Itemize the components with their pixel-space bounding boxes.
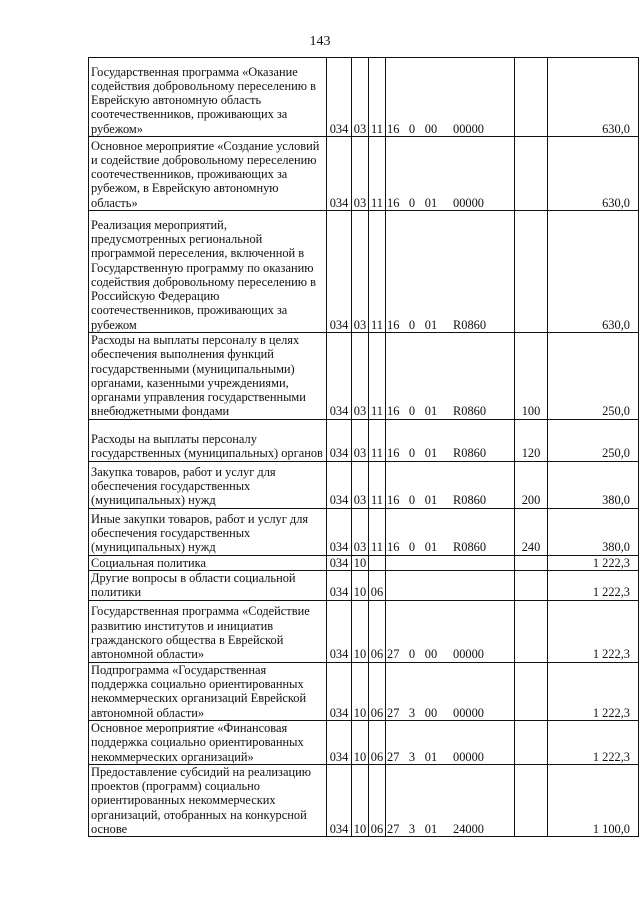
- row-name-cell: Государственная программа «Оказание содействия добровольному переселению в Еврейскую автономную область соотечественников, проживающих за рубежом»: [89, 58, 327, 137]
- section-code-cell: 03: [352, 58, 369, 137]
- table-row: [89, 764, 639, 836]
- amount-cell: 380,0: [548, 461, 639, 508]
- expense-type-cell: [515, 211, 548, 333]
- table-row: [89, 333, 639, 420]
- row-name-cell: Иные закупки товаров, работ и услуг для обеспечения государственных (муниципальных) нужд: [89, 508, 327, 555]
- csr-subprogram: 0: [408, 317, 416, 332]
- row-name-cell: Основное мероприятие «Финансовая поддержка социально ориентированных некоммерческих организаций»: [89, 720, 327, 764]
- table-row: [89, 555, 639, 570]
- csr-direction: R0860: [453, 404, 487, 419]
- amount-cell: 1 100,0: [548, 764, 639, 836]
- csr-direction: R0860: [453, 540, 487, 555]
- csr-direction: 00000: [453, 749, 484, 764]
- section-code-cell: 03: [352, 461, 369, 508]
- ved-code-cell: 034: [327, 662, 352, 720]
- csr-program: 16: [387, 493, 400, 508]
- target-article-cell: [386, 508, 515, 555]
- expense-type-cell: 240: [515, 508, 548, 555]
- csr-program: 27: [387, 749, 400, 764]
- ved-code-cell: 034: [327, 764, 352, 836]
- csr-direction: R0860: [453, 493, 487, 508]
- ved-code-cell: 034: [327, 720, 352, 764]
- csr-subprogram: 0: [408, 540, 416, 555]
- row-name-cell: Основное мероприятие «Создание условий и содействие добровольному переселению соотечественников, проживающих за рубежом, в Еврейскую автономную область»: [89, 137, 327, 211]
- expense-type-cell: [515, 555, 548, 570]
- row-name-cell: Закупка товаров, работ и услуг для обеспечения государственных (муниципальных) нужд: [89, 461, 327, 508]
- csr-subprogram: 3: [408, 705, 416, 720]
- subsection-code-cell: 11: [369, 508, 386, 555]
- subsection-code-cell: [369, 555, 386, 570]
- row-name-cell: Реализация мероприятий, предусмотренных региональной программой переселения, включенной в Государственную программу по оказанию содействия добровольному переселению в Российскую Федерацию соотечественников, проживающих за рубежом: [89, 211, 327, 333]
- subsection-code-cell: 06: [369, 600, 386, 662]
- csr-main-event: 01: [424, 446, 438, 461]
- amount-cell: 250,0: [548, 333, 639, 420]
- amount-cell: 380,0: [548, 508, 639, 555]
- csr-main-event: 01: [424, 493, 438, 508]
- table-row: [89, 58, 639, 137]
- row-name-cell: Подпрограмма «Государственная поддержка социально ориентированных некоммерческих организаций Еврейской автономной области»: [89, 662, 327, 720]
- csr-subprogram: 0: [408, 195, 416, 210]
- ved-code-cell: 034: [327, 419, 352, 461]
- page-number: 143: [309, 34, 331, 49]
- csr-direction: 00000: [453, 121, 484, 136]
- csr-program: 16: [387, 404, 400, 419]
- csr-subprogram: 0: [408, 446, 416, 461]
- table-row: [89, 720, 639, 764]
- csr-main-event: 01: [424, 749, 438, 764]
- ved-code-cell: 034: [327, 571, 352, 601]
- expense-type-cell: [515, 58, 548, 137]
- ved-code-cell: 034: [327, 58, 352, 137]
- expense-type-cell: 120: [515, 419, 548, 461]
- amount-cell: 630,0: [548, 211, 639, 333]
- csr-program: 16: [387, 195, 400, 210]
- ved-code-cell: 034: [327, 600, 352, 662]
- subsection-code-cell: 06: [369, 662, 386, 720]
- csr-main-event: 01: [424, 822, 438, 837]
- csr-program: 27: [387, 705, 400, 720]
- table-row: [89, 662, 639, 720]
- amount-cell: 1 222,3: [548, 662, 639, 720]
- section-code-cell: 10: [352, 555, 369, 570]
- expense-type-cell: [515, 137, 548, 211]
- section-code-cell: 10: [352, 720, 369, 764]
- csr-main-event: 01: [424, 540, 438, 555]
- table-row: [89, 137, 639, 211]
- csr-direction: 00000: [453, 647, 484, 662]
- target-article-cell: [386, 571, 515, 601]
- section-code-cell: 03: [352, 211, 369, 333]
- subsection-code-cell: 11: [369, 137, 386, 211]
- subsection-code-cell: 06: [369, 571, 386, 601]
- expense-type-cell: [515, 662, 548, 720]
- csr-subprogram: 3: [408, 822, 416, 837]
- csr-main-event: 00: [424, 705, 438, 720]
- target-article-cell: [386, 720, 515, 764]
- row-name-cell: Другие вопросы в области социальной политики: [89, 571, 327, 601]
- amount-cell: 1 222,3: [548, 600, 639, 662]
- ved-code-cell: 034: [327, 333, 352, 420]
- target-article-cell: [386, 662, 515, 720]
- section-code-cell: 10: [352, 764, 369, 836]
- ved-code-cell: 034: [327, 211, 352, 333]
- amount-cell: 1 222,3: [548, 555, 639, 570]
- csr-direction: 00000: [453, 195, 484, 210]
- csr-direction: R0860: [453, 446, 487, 461]
- table-row: [89, 211, 639, 333]
- csr-subprogram: 0: [408, 404, 416, 419]
- csr-subprogram: 3: [408, 749, 416, 764]
- csr-direction: R0860: [453, 317, 487, 332]
- table-row: [89, 508, 639, 555]
- subsection-code-cell: 11: [369, 58, 386, 137]
- amount-cell: 630,0: [548, 137, 639, 211]
- csr-main-event: 00: [424, 647, 438, 662]
- amount-cell: 1 222,3: [548, 720, 639, 764]
- table-row: [89, 419, 639, 461]
- amount-cell: 1 222,3: [548, 571, 639, 601]
- target-article-cell: [386, 555, 515, 570]
- target-article-cell: [386, 600, 515, 662]
- csr-subprogram: 0: [408, 493, 416, 508]
- expense-type-cell: 200: [515, 461, 548, 508]
- expense-type-cell: [515, 720, 548, 764]
- csr-subprogram: 0: [408, 121, 416, 136]
- target-article-cell: [386, 333, 515, 420]
- csr-program: 27: [387, 647, 400, 662]
- ved-code-cell: 034: [327, 555, 352, 570]
- target-article-cell: [386, 419, 515, 461]
- section-code-cell: 10: [352, 600, 369, 662]
- csr-main-event: 01: [424, 404, 438, 419]
- row-name-cell: Расходы на выплаты персоналу в целях обеспечения выполнения функций государственными (муниципальными) органами, казенными учреждениями, органами управления государственными внебюджетными фондами: [89, 333, 327, 420]
- table-row: [89, 600, 639, 662]
- row-name-cell: Социальная политика: [89, 555, 327, 570]
- subsection-code-cell: 11: [369, 211, 386, 333]
- budget-table-body: [89, 58, 639, 837]
- expense-type-cell: [515, 764, 548, 836]
- budget-table: [88, 57, 639, 837]
- row-name-cell: Расходы на выплаты персоналу государственных (муниципальных) органов: [89, 419, 327, 461]
- amount-cell: 250,0: [548, 419, 639, 461]
- csr-program: 16: [387, 317, 400, 332]
- ved-code-cell: 034: [327, 461, 352, 508]
- subsection-code-cell: 06: [369, 720, 386, 764]
- subsection-code-cell: 11: [369, 461, 386, 508]
- section-code-cell: 10: [352, 571, 369, 601]
- expense-type-cell: [515, 600, 548, 662]
- section-code-cell: 10: [352, 662, 369, 720]
- csr-program: 16: [387, 446, 400, 461]
- csr-main-event: 01: [424, 195, 438, 210]
- expense-type-cell: [515, 571, 548, 601]
- target-article-cell: [386, 764, 515, 836]
- csr-main-event: 01: [424, 317, 438, 332]
- csr-direction: 00000: [453, 705, 484, 720]
- target-article-cell: [386, 58, 515, 137]
- section-code-cell: 03: [352, 333, 369, 420]
- ved-code-cell: 034: [327, 508, 352, 555]
- csr-program: 27: [387, 822, 400, 837]
- row-name-cell: Предоставление субсидий на реализацию проектов (программ) социально ориентированных некоммерческих организаций, отобранных на конкурсной основе: [89, 764, 327, 836]
- section-code-cell: 03: [352, 508, 369, 555]
- table-row: [89, 461, 639, 508]
- subsection-code-cell: 06: [369, 764, 386, 836]
- subsection-code-cell: 11: [369, 419, 386, 461]
- section-code-cell: 03: [352, 419, 369, 461]
- section-code-cell: 03: [352, 137, 369, 211]
- table-row: [89, 571, 639, 601]
- target-article-cell: [386, 461, 515, 508]
- csr-main-event: 00: [424, 121, 438, 136]
- csr-direction: 24000: [453, 822, 484, 837]
- subsection-code-cell: 11: [369, 333, 386, 420]
- target-article-cell: [386, 211, 515, 333]
- row-name-cell: Государственная программа «Содействие развитию институтов и инициатив гражданского общества в Еврейской автономной области»: [89, 600, 327, 662]
- ved-code-cell: 034: [327, 137, 352, 211]
- csr-program: 16: [387, 121, 400, 136]
- csr-subprogram: 0: [408, 647, 416, 662]
- expense-type-cell: 100: [515, 333, 548, 420]
- target-article-cell: [386, 137, 515, 211]
- csr-program: 16: [387, 540, 400, 555]
- amount-cell: 630,0: [548, 58, 639, 137]
